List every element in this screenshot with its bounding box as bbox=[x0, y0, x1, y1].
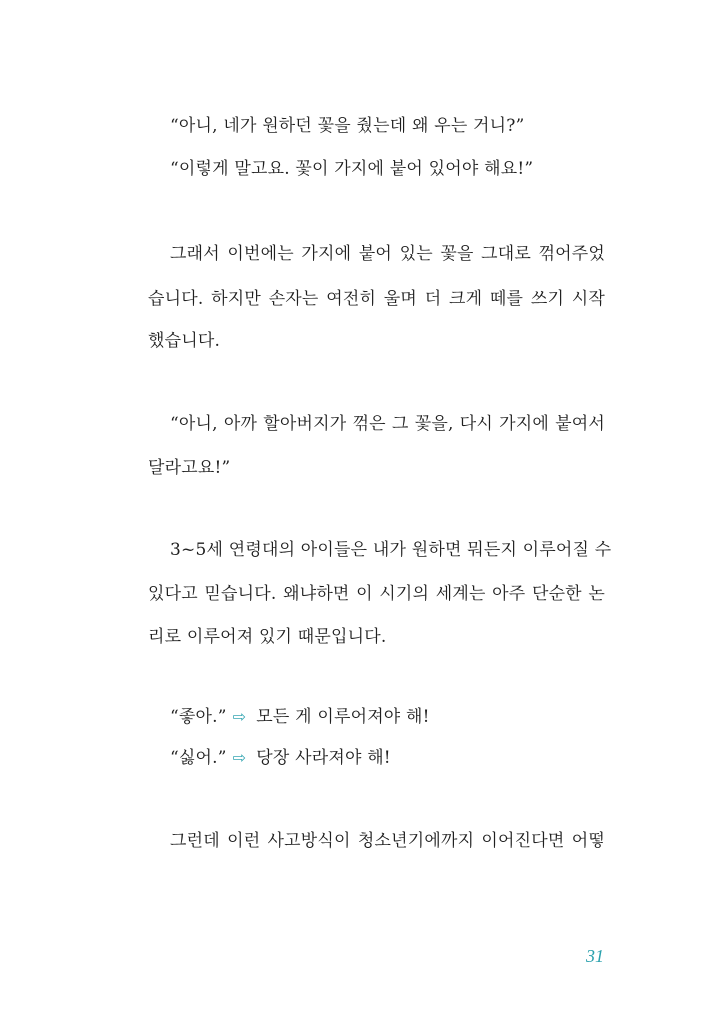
paragraph-1-line-3: 했습니다. bbox=[148, 331, 221, 351]
paragraph-4-line-1: 그런데 이런 사고방식이 청소년기에까지 이어진다면 어떻 bbox=[170, 831, 605, 851]
example-line-2 bbox=[170, 746, 391, 770]
paragraph-1-line-1: 그래서 이번에는 가지에 붙어 있는 꽃을 그대로 꺾어주었 bbox=[170, 244, 605, 264]
example-line-1 bbox=[170, 705, 430, 729]
right-arrow-icon: ⇨ bbox=[232, 748, 247, 767]
right-arrow-icon: ⇨ bbox=[232, 707, 247, 726]
example-1-result: 모든 게 이루어져야 해! bbox=[256, 707, 430, 727]
paragraph-3-line-2: 있다고 믿습니다. 왜냐하면 이 시기의 세계는 아주 단순한 논 bbox=[148, 584, 605, 604]
paragraph-1-line-2: 습니다. 하지만 손자는 여전히 울며 더 크게 떼를 쓰기 시작 bbox=[148, 289, 605, 309]
dialogue-line-2: “이렇게 말고요. 꽃이 가지에 붙어 있어야 해요!” bbox=[170, 159, 534, 179]
page-number: 31 bbox=[586, 946, 604, 966]
example-2-quote: “싫어.” bbox=[170, 748, 227, 768]
example-2-result: 당장 사라져야 해! bbox=[256, 748, 391, 768]
dialogue-line-1: “아니, 네가 원하던 꽃을 줬는데 왜 우는 거니?” bbox=[170, 116, 525, 136]
paragraph-2-line-2: 달라고요!” bbox=[148, 458, 231, 478]
paragraph-2-line-1: “아니, 아까 할아버지가 꺾은 그 꽃을, 다시 가지에 붙여서 bbox=[170, 414, 605, 434]
paragraph-3-line-3: 리로 이루어져 있기 때문입니다. bbox=[148, 627, 387, 647]
paragraph-3-line-1: 3~5세 연령대의 아이들은 내가 원하면 뭐든지 이루어질 수 bbox=[170, 540, 612, 560]
example-1-quote: “좋아.” bbox=[170, 707, 227, 727]
